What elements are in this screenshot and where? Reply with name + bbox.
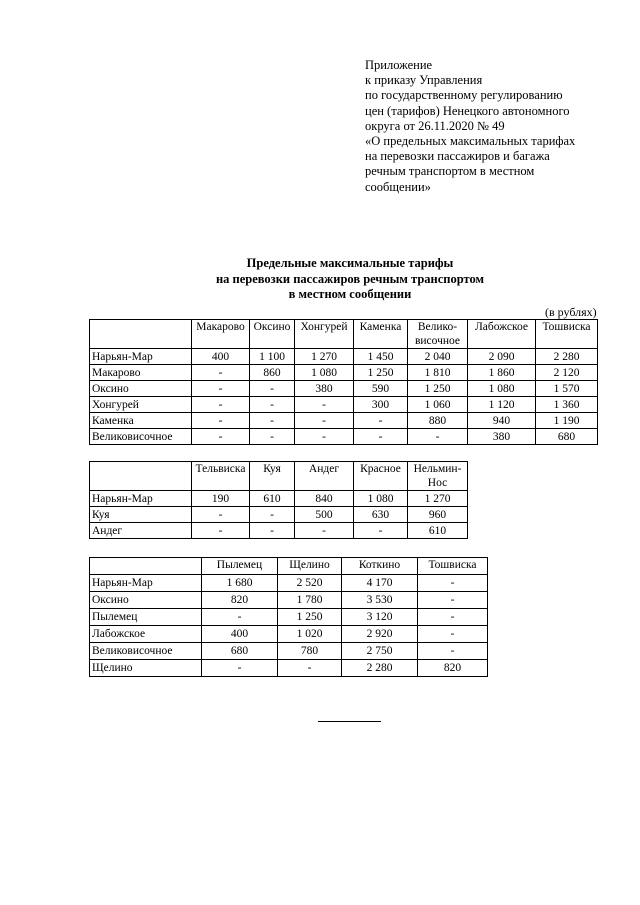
tariff-cell: 2 750 bbox=[342, 643, 418, 660]
tariff-cell: - bbox=[250, 507, 295, 523]
tariff-cell: - bbox=[418, 643, 488, 660]
tariff-cell: 610 bbox=[408, 523, 468, 539]
tariff-cell: 820 bbox=[418, 660, 488, 677]
tariff-cell: 1 020 bbox=[278, 626, 342, 643]
tariff-cell: 2 090 bbox=[468, 349, 536, 365]
tariff-cell: 1 250 bbox=[354, 365, 408, 381]
corner-cell bbox=[90, 558, 202, 575]
tariff-cell: - bbox=[192, 523, 250, 539]
tariff-cell: - bbox=[192, 365, 250, 381]
tariff-cell: 380 bbox=[295, 381, 354, 397]
corner-cell bbox=[90, 462, 192, 491]
tariff-cell: 380 bbox=[468, 429, 536, 445]
appendix-line: речным транспортом в местном bbox=[365, 164, 535, 179]
title-line: Предельные максимальные тарифы bbox=[246, 256, 454, 270]
tariff-cell: 1 360 bbox=[536, 397, 598, 413]
tariff-cell: 300 bbox=[354, 397, 408, 413]
tariff-cell: 1 810 bbox=[408, 365, 468, 381]
tariff-cell: 590 bbox=[354, 381, 408, 397]
tariff-cell: 1 190 bbox=[536, 413, 598, 429]
tariff-cell: - bbox=[250, 413, 295, 429]
table-row bbox=[90, 609, 488, 626]
header-row bbox=[90, 462, 468, 491]
tariff-cell: 680 bbox=[536, 429, 598, 445]
tariff-table-3 bbox=[89, 557, 488, 677]
appendix-line: округа от 26.11.2020 № 49 bbox=[365, 118, 505, 133]
tariff-cell: 860 bbox=[250, 365, 295, 381]
tariff-table-1 bbox=[89, 319, 598, 445]
tariff-cell: - bbox=[418, 626, 488, 643]
column-header: Оксино bbox=[250, 320, 295, 349]
tariff-cell: 1 060 bbox=[408, 397, 468, 413]
tariff-cell: 1 780 bbox=[278, 592, 342, 609]
appendix-line: Приложение bbox=[365, 58, 433, 72]
row-label: Щелино bbox=[90, 660, 202, 677]
column-header: Тошвиска bbox=[418, 558, 488, 575]
appendix-line: сообщении» bbox=[365, 179, 431, 194]
row-label: Каменка bbox=[90, 413, 192, 429]
tariff-cell: - bbox=[192, 507, 250, 523]
tariff-cell: 780 bbox=[278, 643, 342, 660]
column-header: Пылемец bbox=[202, 558, 278, 575]
tariff-cell: 610 bbox=[250, 491, 295, 507]
column-header: Коткино bbox=[342, 558, 418, 575]
table-row bbox=[90, 660, 488, 677]
tariff-cell: 2 920 bbox=[342, 626, 418, 643]
row-label: Оксино bbox=[90, 381, 192, 397]
column-header: Тошвиска bbox=[536, 320, 598, 349]
appendix-line: по государственному регулированию bbox=[365, 88, 563, 103]
tariff-cell: - bbox=[418, 592, 488, 609]
tariff-cell: 1 120 bbox=[468, 397, 536, 413]
header-row bbox=[90, 320, 598, 349]
tariff-cell: 4 170 bbox=[342, 575, 418, 592]
tariff-cell: 940 bbox=[468, 413, 536, 429]
table-row bbox=[90, 491, 468, 507]
column-header: Каменка bbox=[354, 320, 408, 349]
tariff-cell: - bbox=[418, 575, 488, 592]
tariff-cell: 2 280 bbox=[342, 660, 418, 677]
column-header: Хонгурей bbox=[295, 320, 354, 349]
column-header: Лабожское bbox=[468, 320, 536, 349]
tariff-cell: 400 bbox=[202, 626, 278, 643]
row-label: Куя bbox=[90, 507, 192, 523]
tariff-cell: 1 270 bbox=[295, 349, 354, 365]
tariff-cell: - bbox=[192, 429, 250, 445]
header-row bbox=[90, 558, 488, 575]
tariff-cell: 880 bbox=[408, 413, 468, 429]
tariff-cell: - bbox=[295, 413, 354, 429]
tariff-cell: 1 100 bbox=[250, 349, 295, 365]
row-label: Нарьян-Мар bbox=[90, 491, 192, 507]
column-header: Куя bbox=[250, 462, 295, 491]
tariff-cell: - bbox=[250, 397, 295, 413]
tariff-cell: 1 570 bbox=[536, 381, 598, 397]
table-row bbox=[90, 592, 488, 609]
column-header: Макарово bbox=[192, 320, 250, 349]
tariff-cell: - bbox=[202, 660, 278, 677]
row-label: Лабожское bbox=[90, 626, 202, 643]
document-title bbox=[150, 256, 550, 303]
tariff-cell: 2 040 bbox=[408, 349, 468, 365]
title-line: на перевозки пассажиров речным транспортом bbox=[215, 271, 485, 286]
tariff-cell: - bbox=[354, 413, 408, 429]
tariff-cell: 1 250 bbox=[408, 381, 468, 397]
tariff-cell: - bbox=[408, 429, 468, 445]
tariff-cell: 500 bbox=[295, 507, 354, 523]
tariff-cell: 190 bbox=[192, 491, 250, 507]
table-row bbox=[90, 429, 598, 445]
table-row bbox=[90, 397, 598, 413]
row-label: Макарово bbox=[90, 365, 192, 381]
tariff-cell: 2 120 bbox=[536, 365, 598, 381]
tariff-cell: - bbox=[202, 609, 278, 626]
tariff-cell: - bbox=[250, 381, 295, 397]
tariff-cell: - bbox=[295, 397, 354, 413]
tariff-cell: - bbox=[192, 397, 250, 413]
row-label: Оксино bbox=[90, 592, 202, 609]
units-note: (в рублях) bbox=[545, 305, 597, 319]
column-header: Нельмин- Нос bbox=[408, 462, 468, 491]
tariff-cell: - bbox=[418, 609, 488, 626]
tariff-cell: 1 270 bbox=[408, 491, 468, 507]
corner-cell bbox=[90, 320, 192, 349]
tariff-cell: 3 530 bbox=[342, 592, 418, 609]
row-label: Великовисочное bbox=[90, 429, 192, 445]
tariff-cell: - bbox=[295, 523, 354, 539]
tariff-table-2 bbox=[89, 461, 468, 539]
appendix-line: на перевозки пассажиров и багажа bbox=[365, 149, 550, 164]
title-line: в местном сообщении bbox=[288, 287, 412, 301]
tariff-cell: 400 bbox=[192, 349, 250, 365]
appendix-line: «О предельных максимальных тарифах bbox=[365, 134, 576, 149]
column-header: Красное bbox=[354, 462, 408, 491]
tariff-cell: 1 860 bbox=[468, 365, 536, 381]
row-label: Андег bbox=[90, 523, 192, 539]
tariff-cell: - bbox=[192, 413, 250, 429]
row-label: Хонгурей bbox=[90, 397, 192, 413]
table-row bbox=[90, 381, 598, 397]
tariff-cell: 820 bbox=[202, 592, 278, 609]
appendix-header bbox=[365, 58, 627, 195]
tariff-cell: 680 bbox=[202, 643, 278, 660]
row-label: Великовисочное bbox=[90, 643, 202, 660]
appendix-line: к приказу Управления bbox=[365, 73, 483, 88]
tariff-cell: 630 bbox=[354, 507, 408, 523]
table-row bbox=[90, 626, 488, 643]
tariff-cell: 1 250 bbox=[278, 609, 342, 626]
column-header: Андег bbox=[295, 462, 354, 491]
tariff-cell: - bbox=[192, 381, 250, 397]
table-row bbox=[90, 575, 488, 592]
tariff-cell: - bbox=[295, 429, 354, 445]
column-header: Велико- височное bbox=[408, 320, 468, 349]
tariff-cell: 1 680 bbox=[202, 575, 278, 592]
table-row bbox=[90, 413, 598, 429]
tariff-cell: 1 080 bbox=[354, 491, 408, 507]
column-header: Щелино bbox=[278, 558, 342, 575]
table-row bbox=[90, 523, 468, 539]
tariff-cell: 1 080 bbox=[468, 381, 536, 397]
table-row bbox=[90, 507, 468, 523]
row-label: Пылемец bbox=[90, 609, 202, 626]
appendix-line: цен (тарифов) Ненецкого автономного bbox=[365, 103, 570, 118]
tariff-cell: - bbox=[250, 429, 295, 445]
tariff-cell: 2 280 bbox=[536, 349, 598, 365]
table-row bbox=[90, 365, 598, 381]
table-row bbox=[90, 349, 598, 365]
end-divider bbox=[318, 721, 381, 722]
column-header: Тельвиска bbox=[192, 462, 250, 491]
tariff-cell: 960 bbox=[408, 507, 468, 523]
tariff-cell: - bbox=[354, 429, 408, 445]
row-label: Нарьян-Мар bbox=[90, 575, 202, 592]
tariff-cell: - bbox=[278, 660, 342, 677]
tariff-cell: 1 450 bbox=[354, 349, 408, 365]
table-row bbox=[90, 643, 488, 660]
tariff-cell: 3 120 bbox=[342, 609, 418, 626]
tariff-cell: 840 bbox=[295, 491, 354, 507]
tariff-cell: - bbox=[354, 523, 408, 539]
tariff-cell: 2 520 bbox=[278, 575, 342, 592]
tariff-cell: 1 080 bbox=[295, 365, 354, 381]
tariff-cell: - bbox=[250, 523, 295, 539]
row-label: Нарьян-Мар bbox=[90, 349, 192, 365]
